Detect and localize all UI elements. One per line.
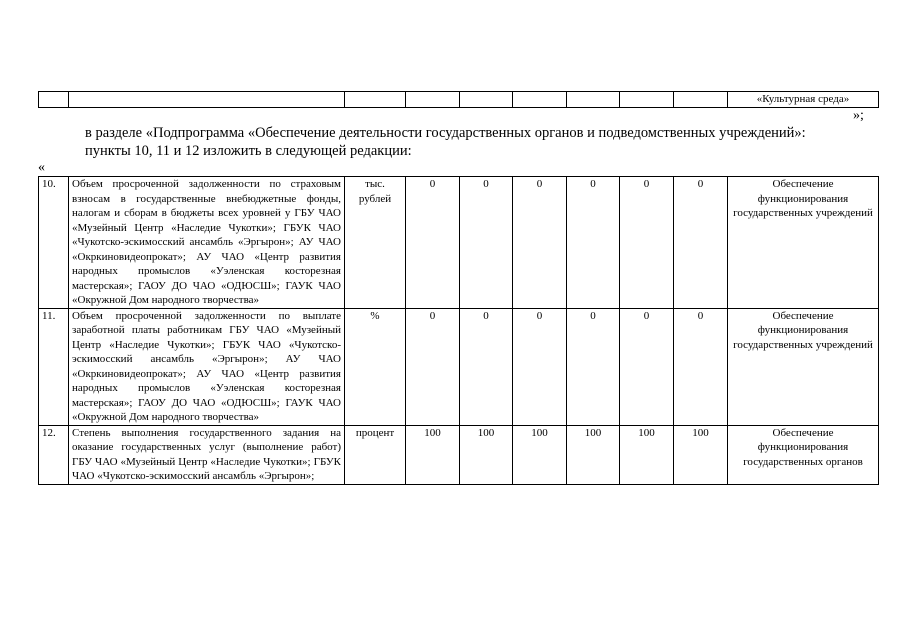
value: 100 bbox=[460, 425, 513, 484]
value: 0 bbox=[513, 308, 567, 425]
value: 100 bbox=[406, 425, 460, 484]
opening-quote: « bbox=[38, 160, 45, 175]
value: 0 bbox=[406, 177, 460, 309]
value: 0 bbox=[460, 177, 513, 309]
unit: % bbox=[345, 308, 406, 425]
previous-table-fragment bbox=[38, 91, 879, 108]
row-number: 12. bbox=[39, 425, 69, 484]
cell-name bbox=[69, 92, 345, 108]
value: 0 bbox=[567, 308, 620, 425]
goal: Обеспечение функционирования государственных органов bbox=[728, 425, 879, 484]
value: 0 bbox=[620, 308, 674, 425]
goal: Обеспечение функционирования государственных учреждений bbox=[728, 308, 879, 425]
value: 0 bbox=[674, 308, 728, 425]
cell-value bbox=[406, 92, 460, 108]
intro-line-1: в разделе «Подпрограмма «Обеспечение деятельности государственных органов и подведомственных учреждений»: bbox=[85, 125, 806, 141]
table-row bbox=[39, 425, 879, 484]
intro-line-2: пункты 10, 11 и 12 изложить в следующей редакции: bbox=[85, 143, 412, 159]
value: 100 bbox=[620, 425, 674, 484]
cell-value bbox=[567, 92, 620, 108]
value: 0 bbox=[513, 177, 567, 309]
cell-value bbox=[620, 92, 674, 108]
value: 100 bbox=[567, 425, 620, 484]
indicators-table bbox=[38, 176, 879, 485]
table-row bbox=[39, 177, 879, 309]
table-row bbox=[39, 308, 879, 425]
value: 0 bbox=[460, 308, 513, 425]
value: 100 bbox=[674, 425, 728, 484]
value: 0 bbox=[620, 177, 674, 309]
closing-quote: »; bbox=[853, 108, 864, 123]
unit: процент bbox=[345, 425, 406, 484]
value: 100 bbox=[513, 425, 567, 484]
value: 0 bbox=[406, 308, 460, 425]
row-number: 11. bbox=[39, 308, 69, 425]
row-number: 10. bbox=[39, 177, 69, 309]
goal: Обеспечение функционирования государственных учреждений bbox=[728, 177, 879, 309]
cell-num bbox=[39, 92, 69, 108]
value: 0 bbox=[567, 177, 620, 309]
indicator-name: Степень выполнения государственного задания на оказание государственных услуг (выполнение работ) ГБУ ЧАО «Музейный Центр «Наследие Чукотки»; ГБУК ЧАО «Чукотско-эскимосский ансамбль «Эргырон»; bbox=[69, 425, 345, 484]
indicator-name: Объем просроченной задолженности по страховым взносам в государственные внебюджетные фонды, налогам и сборам в бюджеты всех уровней у ГБУ ЧАО «Музейный Центр «Наследие Чукотки»; ГБУК ЧАО «Чукотско-эскимосский ансамбль «Эргырон»; АУ ЧАО «Окркиновидеопрокат»; АУ ЧАО «Центр развития народных промыслов «Уэленская косторезная мастерская»; ГАОУ ДО ЧАО «ОДЮСШ»; ГАУК ЧАО «Окружной Дом народного творчества» bbox=[69, 177, 345, 309]
value: 0 bbox=[674, 177, 728, 309]
cell-unit bbox=[345, 92, 406, 108]
cell-value bbox=[460, 92, 513, 108]
cell-value bbox=[513, 92, 567, 108]
indicator-name: Объем просроченной задолженности по выплате заработной платы работникам ГБУ ЧАО «Музейный Центр «Наследие Чукотки»; ГБУК ЧАО «Чукотско-эскимосский ансамбль «Эргырон»; АУ ЧАО «Окркиновидеопрокат»; АУ ЧАО «Центр развития народных промыслов «Уэленская косторезная мастерская»; ГАОУ ДО ЧАО «ОДЮСШ»; ГАУК ЧАО «Окружной Дом народного творчества» bbox=[69, 308, 345, 425]
cell-value bbox=[674, 92, 728, 108]
unit: тыс. рублей bbox=[345, 177, 406, 309]
cell-goal: «Культурная среда» bbox=[728, 92, 879, 108]
table-row bbox=[39, 92, 879, 108]
